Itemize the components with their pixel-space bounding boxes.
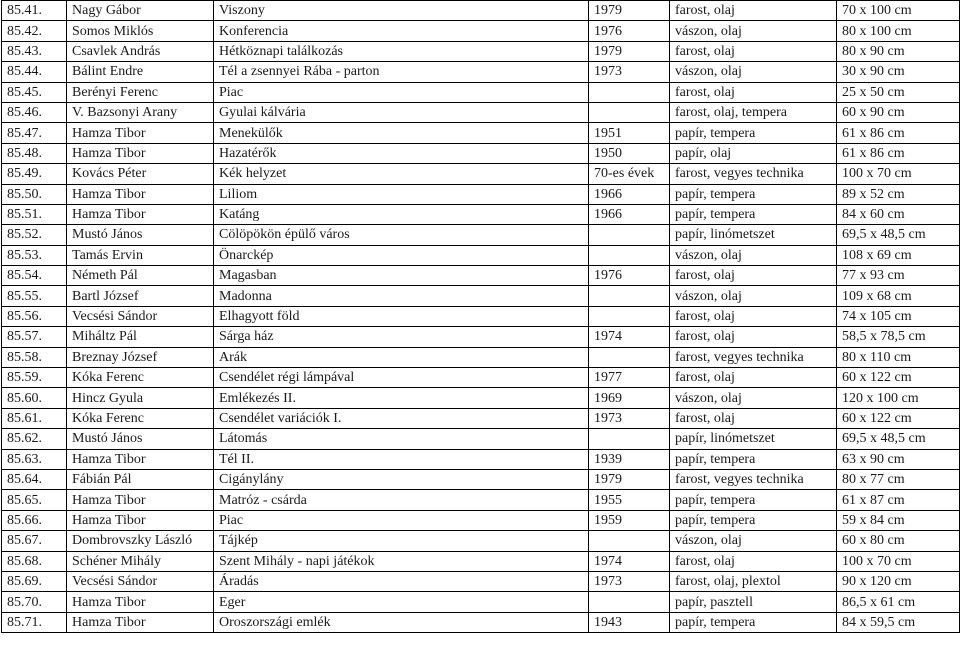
inventory-number-cell: 85.41. [2, 1, 67, 21]
table-row [2, 286, 960, 306]
technique-cell: vászon, olaj [670, 286, 837, 306]
size-cell: 60 x 90 cm [837, 102, 960, 122]
year-cell: 70-es évek [589, 164, 670, 184]
title-cell: Oroszországi emlék [214, 612, 589, 632]
technique-cell: papír, tempera [670, 490, 837, 510]
artist-cell: Kóka Ferenc [67, 368, 214, 388]
artist-cell: Hamza Tibor [67, 204, 214, 224]
technique-cell: papír, tempera [670, 123, 837, 143]
size-cell: 108 x 69 cm [837, 245, 960, 265]
technique-cell: vászon, olaj [670, 388, 837, 408]
year-cell: 1979 [589, 469, 670, 489]
table-row [2, 510, 960, 530]
title-cell: Katáng [214, 204, 589, 224]
title-cell: Önarckép [214, 245, 589, 265]
year-cell [589, 429, 670, 449]
size-cell: 80 x 90 cm [837, 41, 960, 61]
table-row [2, 102, 960, 122]
technique-cell: papír, tempera [670, 612, 837, 632]
technique-cell: farost, olaj [670, 266, 837, 286]
year-cell: 1974 [589, 551, 670, 571]
artist-cell: Hamza Tibor [67, 490, 214, 510]
table-row [2, 123, 960, 143]
year-cell: 1951 [589, 123, 670, 143]
inventory-number-cell: 85.66. [2, 510, 67, 530]
title-cell: Sárga ház [214, 327, 589, 347]
inventory-number-cell: 85.46. [2, 102, 67, 122]
inventory-number-cell: 85.47. [2, 123, 67, 143]
year-cell: 1976 [589, 266, 670, 286]
size-cell: 120 x 100 cm [837, 388, 960, 408]
artist-cell: V. Bazsonyi Arany [67, 102, 214, 122]
year-cell [589, 225, 670, 245]
size-cell: 80 x 77 cm [837, 469, 960, 489]
title-cell: Cölöpökön épülő város [214, 225, 589, 245]
technique-cell: papír, tempera [670, 204, 837, 224]
year-cell [589, 102, 670, 122]
size-cell: 58,5 x 78,5 cm [837, 327, 960, 347]
size-cell: 86,5 x 61 cm [837, 592, 960, 612]
table-row [2, 143, 960, 163]
year-cell: 1979 [589, 1, 670, 21]
title-cell: Arák [214, 347, 589, 367]
title-cell: Szent Mihály - napi játékok [214, 551, 589, 571]
inventory-number-cell: 85.49. [2, 164, 67, 184]
table-row [2, 184, 960, 204]
artist-cell: Hamza Tibor [67, 592, 214, 612]
catalog-body [2, 1, 960, 633]
title-cell: Tél a zsennyei Rába - parton [214, 62, 589, 82]
inventory-number-cell: 85.42. [2, 21, 67, 41]
artist-cell: Schéner Mihály [67, 551, 214, 571]
table-row [2, 21, 960, 41]
year-cell [589, 245, 670, 265]
inventory-number-cell: 85.63. [2, 449, 67, 469]
title-cell: Viszony [214, 1, 589, 21]
artist-cell: Fábián Pál [67, 469, 214, 489]
inventory-number-cell: 85.54. [2, 266, 67, 286]
title-cell: Kék helyzet [214, 164, 589, 184]
year-cell [589, 306, 670, 326]
year-cell: 1955 [589, 490, 670, 510]
artist-cell: Mustó János [67, 225, 214, 245]
inventory-number-cell: 85.61. [2, 408, 67, 428]
size-cell: 100 x 70 cm [837, 551, 960, 571]
artist-cell: Breznay József [67, 347, 214, 367]
size-cell: 80 x 110 cm [837, 347, 960, 367]
year-cell: 1979 [589, 41, 670, 61]
table-row [2, 225, 960, 245]
title-cell: Piac [214, 510, 589, 530]
technique-cell: farost, vegyes technika [670, 469, 837, 489]
table-row [2, 368, 960, 388]
year-cell: 1973 [589, 571, 670, 591]
size-cell: 74 x 105 cm [837, 306, 960, 326]
inventory-number-cell: 85.44. [2, 62, 67, 82]
table-row [2, 612, 960, 632]
year-cell: 1969 [589, 388, 670, 408]
technique-cell: papír, tempera [670, 184, 837, 204]
artist-cell: Somos Miklós [67, 21, 214, 41]
table-row [2, 429, 960, 449]
inventory-number-cell: 85.53. [2, 245, 67, 265]
inventory-number-cell: 85.68. [2, 551, 67, 571]
artist-cell: Miháltz Pál [67, 327, 214, 347]
table-row [2, 245, 960, 265]
size-cell: 30 x 90 cm [837, 62, 960, 82]
year-cell: 1976 [589, 21, 670, 41]
artist-cell: Bartl József [67, 286, 214, 306]
year-cell [589, 82, 670, 102]
size-cell: 69,5 x 48,5 cm [837, 225, 960, 245]
technique-cell: papír, linómetszet [670, 225, 837, 245]
inventory-number-cell: 85.58. [2, 347, 67, 367]
artist-cell: Hamza Tibor [67, 510, 214, 530]
table-row [2, 62, 960, 82]
inventory-number-cell: 85.48. [2, 143, 67, 163]
title-cell: Csendélet variációk I. [214, 408, 589, 428]
size-cell: 59 x 84 cm [837, 510, 960, 530]
table-row [2, 531, 960, 551]
artist-cell: Hamza Tibor [67, 184, 214, 204]
technique-cell: farost, olaj [670, 368, 837, 388]
year-cell: 1950 [589, 143, 670, 163]
technique-cell: vászon, olaj [670, 245, 837, 265]
artist-cell: Hamza Tibor [67, 612, 214, 632]
title-cell: Cigánylány [214, 469, 589, 489]
table-row [2, 490, 960, 510]
artist-cell: Hamza Tibor [67, 123, 214, 143]
technique-cell: farost, olaj [670, 327, 837, 347]
artist-cell: Hincz Gyula [67, 388, 214, 408]
inventory-number-cell: 85.45. [2, 82, 67, 102]
size-cell: 89 x 52 cm [837, 184, 960, 204]
inventory-number-cell: 85.56. [2, 306, 67, 326]
year-cell: 1977 [589, 368, 670, 388]
title-cell: Magasban [214, 266, 589, 286]
title-cell: Tájkép [214, 531, 589, 551]
size-cell: 61 x 86 cm [837, 143, 960, 163]
artist-cell: Vecsési Sándor [67, 571, 214, 591]
table-row [2, 306, 960, 326]
table-row [2, 571, 960, 591]
inventory-number-cell: 85.57. [2, 327, 67, 347]
technique-cell: farost, olaj [670, 41, 837, 61]
inventory-number-cell: 85.59. [2, 368, 67, 388]
artist-cell: Kóka Ferenc [67, 408, 214, 428]
table-row [2, 327, 960, 347]
size-cell: 109 x 68 cm [837, 286, 960, 306]
technique-cell: farost, olaj [670, 408, 837, 428]
size-cell: 84 x 60 cm [837, 204, 960, 224]
artist-cell: Vecsési Sándor [67, 306, 214, 326]
title-cell: Madonna [214, 286, 589, 306]
year-cell [589, 531, 670, 551]
table-row [2, 82, 960, 102]
title-cell: Konferencia [214, 21, 589, 41]
technique-cell: farost, olaj, tempera [670, 102, 837, 122]
artist-cell: Dombrovszky László [67, 531, 214, 551]
inventory-number-cell: 85.65. [2, 490, 67, 510]
title-cell: Csendélet régi lámpával [214, 368, 589, 388]
size-cell: 60 x 122 cm [837, 368, 960, 388]
table-row [2, 449, 960, 469]
technique-cell: papír, linómetszet [670, 429, 837, 449]
size-cell: 60 x 80 cm [837, 531, 960, 551]
technique-cell: farost, olaj [670, 306, 837, 326]
size-cell: 80 x 100 cm [837, 21, 960, 41]
year-cell: 1966 [589, 184, 670, 204]
table-row [2, 408, 960, 428]
inventory-number-cell: 85.62. [2, 429, 67, 449]
title-cell: Gyulai kálvária [214, 102, 589, 122]
inventory-number-cell: 85.43. [2, 41, 67, 61]
artist-cell: Berényi Ferenc [67, 82, 214, 102]
artist-cell: Tamás Ervin [67, 245, 214, 265]
table-row [2, 469, 960, 489]
inventory-number-cell: 85.64. [2, 469, 67, 489]
year-cell: 1973 [589, 408, 670, 428]
technique-cell: papír, olaj [670, 143, 837, 163]
year-cell [589, 347, 670, 367]
artist-cell: Mustó János [67, 429, 214, 449]
title-cell: Elhagyott föld [214, 306, 589, 326]
year-cell: 1943 [589, 612, 670, 632]
artist-cell: Hamza Tibor [67, 143, 214, 163]
year-cell: 1939 [589, 449, 670, 469]
technique-cell: papír, tempera [670, 449, 837, 469]
artist-cell: Bálint Endre [67, 62, 214, 82]
title-cell: Piac [214, 82, 589, 102]
inventory-number-cell: 85.60. [2, 388, 67, 408]
table-row [2, 41, 960, 61]
table-row [2, 164, 960, 184]
year-cell: 1966 [589, 204, 670, 224]
size-cell: 100 x 70 cm [837, 164, 960, 184]
technique-cell: papír, tempera [670, 510, 837, 530]
table-row [2, 551, 960, 571]
inventory-number-cell: 85.52. [2, 225, 67, 245]
artist-cell: Németh Pál [67, 266, 214, 286]
size-cell: 61 x 87 cm [837, 490, 960, 510]
size-cell: 25 x 50 cm [837, 82, 960, 102]
artist-cell: Hamza Tibor [67, 449, 214, 469]
title-cell: Eger [214, 592, 589, 612]
technique-cell: farost, olaj [670, 1, 837, 21]
table-row [2, 388, 960, 408]
technique-cell: farost, vegyes technika [670, 164, 837, 184]
inventory-number-cell: 85.51. [2, 204, 67, 224]
artist-cell: Kovács Péter [67, 164, 214, 184]
technique-cell: farost, vegyes technika [670, 347, 837, 367]
title-cell: Hétköznapi találkozás [214, 41, 589, 61]
title-cell: Emlékezés II. [214, 388, 589, 408]
technique-cell: vászon, olaj [670, 62, 837, 82]
table-row [2, 204, 960, 224]
table-row [2, 266, 960, 286]
artist-cell: Nagy Gábor [67, 1, 214, 21]
title-cell: Hazatérők [214, 143, 589, 163]
title-cell: Liliom [214, 184, 589, 204]
technique-cell: farost, olaj, plextol [670, 571, 837, 591]
artist-cell: Csavlek András [67, 41, 214, 61]
year-cell: 1974 [589, 327, 670, 347]
table-row [2, 1, 960, 21]
size-cell: 84 x 59,5 cm [837, 612, 960, 632]
inventory-number-cell: 85.50. [2, 184, 67, 204]
artwork-catalog-table [1, 0, 960, 633]
size-cell: 77 x 93 cm [837, 266, 960, 286]
table-row [2, 347, 960, 367]
title-cell: Látomás [214, 429, 589, 449]
inventory-number-cell: 85.55. [2, 286, 67, 306]
technique-cell: vászon, olaj [670, 531, 837, 551]
year-cell: 1959 [589, 510, 670, 530]
size-cell: 70 x 100 cm [837, 1, 960, 21]
technique-cell: vászon, olaj [670, 21, 837, 41]
title-cell: Áradás [214, 571, 589, 591]
size-cell: 69,5 x 48,5 cm [837, 429, 960, 449]
table-row [2, 592, 960, 612]
technique-cell: farost, olaj [670, 551, 837, 571]
size-cell: 60 x 122 cm [837, 408, 960, 428]
inventory-number-cell: 85.69. [2, 571, 67, 591]
title-cell: Tél II. [214, 449, 589, 469]
technique-cell: farost, olaj [670, 82, 837, 102]
inventory-number-cell: 85.70. [2, 592, 67, 612]
size-cell: 90 x 120 cm [837, 571, 960, 591]
title-cell: Menekülők [214, 123, 589, 143]
inventory-number-cell: 85.67. [2, 531, 67, 551]
year-cell [589, 286, 670, 306]
size-cell: 61 x 86 cm [837, 123, 960, 143]
title-cell: Matróz - csárda [214, 490, 589, 510]
year-cell: 1973 [589, 62, 670, 82]
size-cell: 63 x 90 cm [837, 449, 960, 469]
technique-cell: papír, pasztell [670, 592, 837, 612]
year-cell [589, 592, 670, 612]
inventory-number-cell: 85.71. [2, 612, 67, 632]
